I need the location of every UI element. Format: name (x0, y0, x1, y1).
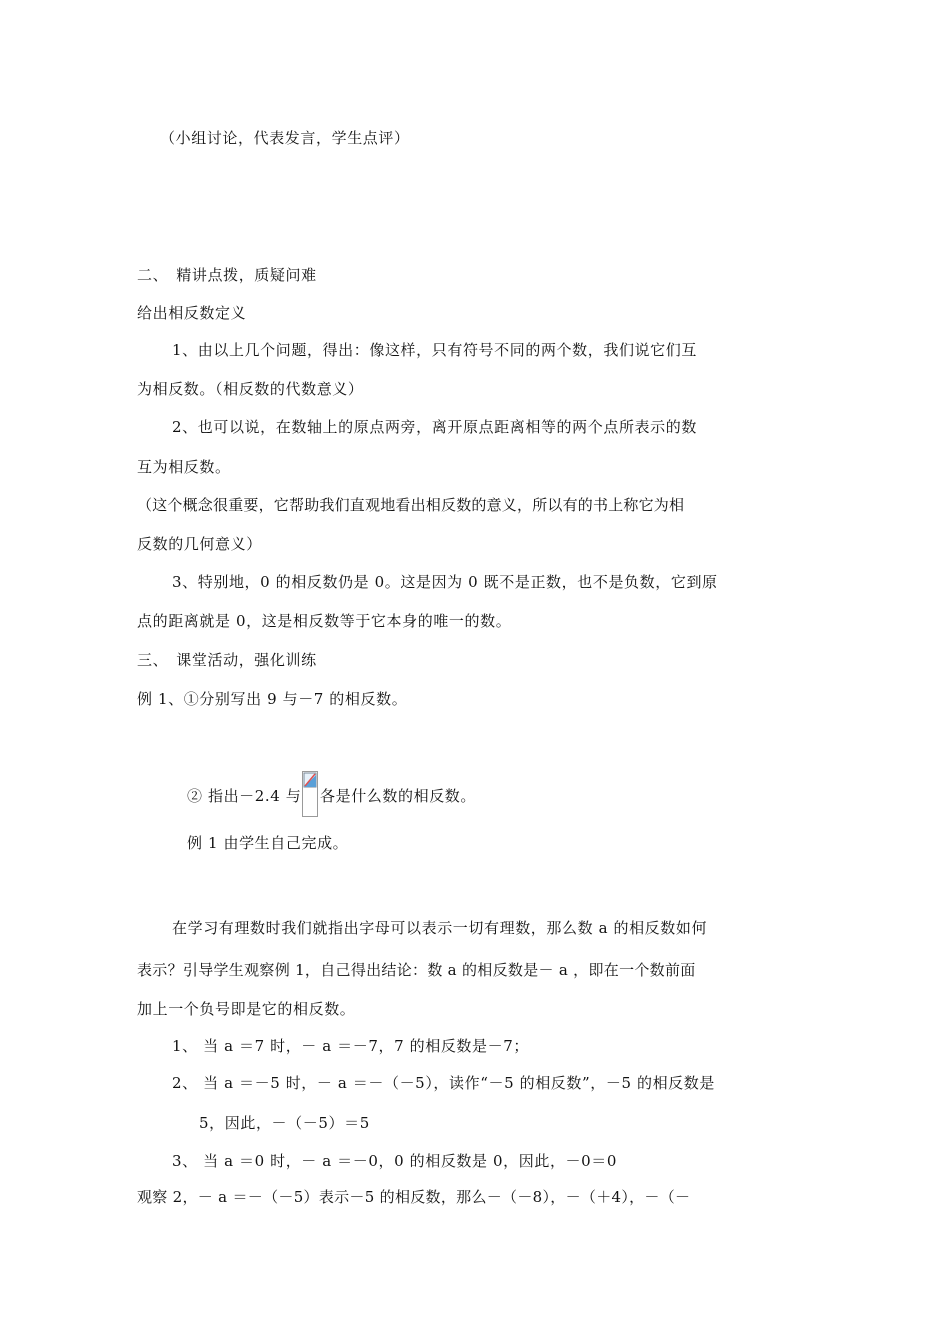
case-2-line-1: 2、 当 a ＝－5 时，－ a ＝－（－5），读作“－5 的相反数”，－5 的相反数是 (172, 1074, 715, 1092)
para-3-line-2: 点的距离就是 0，这是相反数等于它本身的唯一的数。 (137, 612, 512, 630)
para-3-line-1: 3、特别地，0 的相反数仍是 0。这是因为 0 既不是正数，也不是负数，它到原 (172, 573, 718, 591)
section-heading-3: 三、 课堂活动，强化训练 (137, 651, 317, 669)
discussion-note: （小组讨论，代表发言，学生点评） (160, 129, 410, 147)
example-1-part-2-end: 各是什么数的相反数。 (320, 787, 477, 805)
note-line-1: （这个概念很重要，它帮助我们直观地看出相反数的意义，所以有的书上称它为相 (137, 496, 685, 514)
para-4-line-3: 加上一个负号即是它的相反数。 (137, 1000, 356, 1018)
para-1-line-1: 1、由以上几个问题，得出：像这样，只有符号不同的两个数，我们说它们互 (172, 341, 697, 359)
para-4-line-1: 在学习有理数时我们就指出字母可以表示一切有理数，那么数 a 的相反数如何 (172, 919, 708, 937)
para-2-line-2: 互为相反数。 (137, 458, 231, 476)
para-2-line-1: 2、也可以说，在数轴上的原点两旁，离开原点距离相等的两个点所表示的数 (172, 418, 697, 436)
example-1-part-2-start: ② 指出－2.4 与 (187, 787, 302, 805)
section-heading-2: 二、 精讲点拨，质疑问难 (137, 266, 317, 284)
note-line-2: 反数的几何意义） (137, 535, 262, 553)
observation-2: 观察 2，－ a ＝－（－5）表示－5 的相反数，那么－（－8），－（＋4），－（－ (137, 1188, 691, 1206)
broken-image-icon (302, 771, 318, 817)
case-1: 1、 当 a ＝7 时，－ a ＝－7，7 的相反数是－7； (172, 1037, 529, 1055)
example-1-part-1: 例 1、①分别写出 9 与－7 的相反数。 (137, 690, 408, 708)
case-3: 3、 当 a ＝0 时，－ a ＝－0，0 的相反数是 0，因此，－0＝0 (172, 1152, 618, 1170)
para-1-line-2: 为相反数。（相反数的代数意义） (137, 380, 364, 398)
case-2-line-2: 5，因此，－（－5）＝5 (199, 1114, 370, 1132)
example-1-note: 例 1 由学生自己完成。 (187, 834, 349, 852)
para-4-line-2: 表示？引导学生观察例 1，自己得出结论：数 a 的相反数是－ a ，即在一个数前面 (137, 961, 696, 979)
definition-intro: 给出相反数定义 (137, 304, 247, 322)
